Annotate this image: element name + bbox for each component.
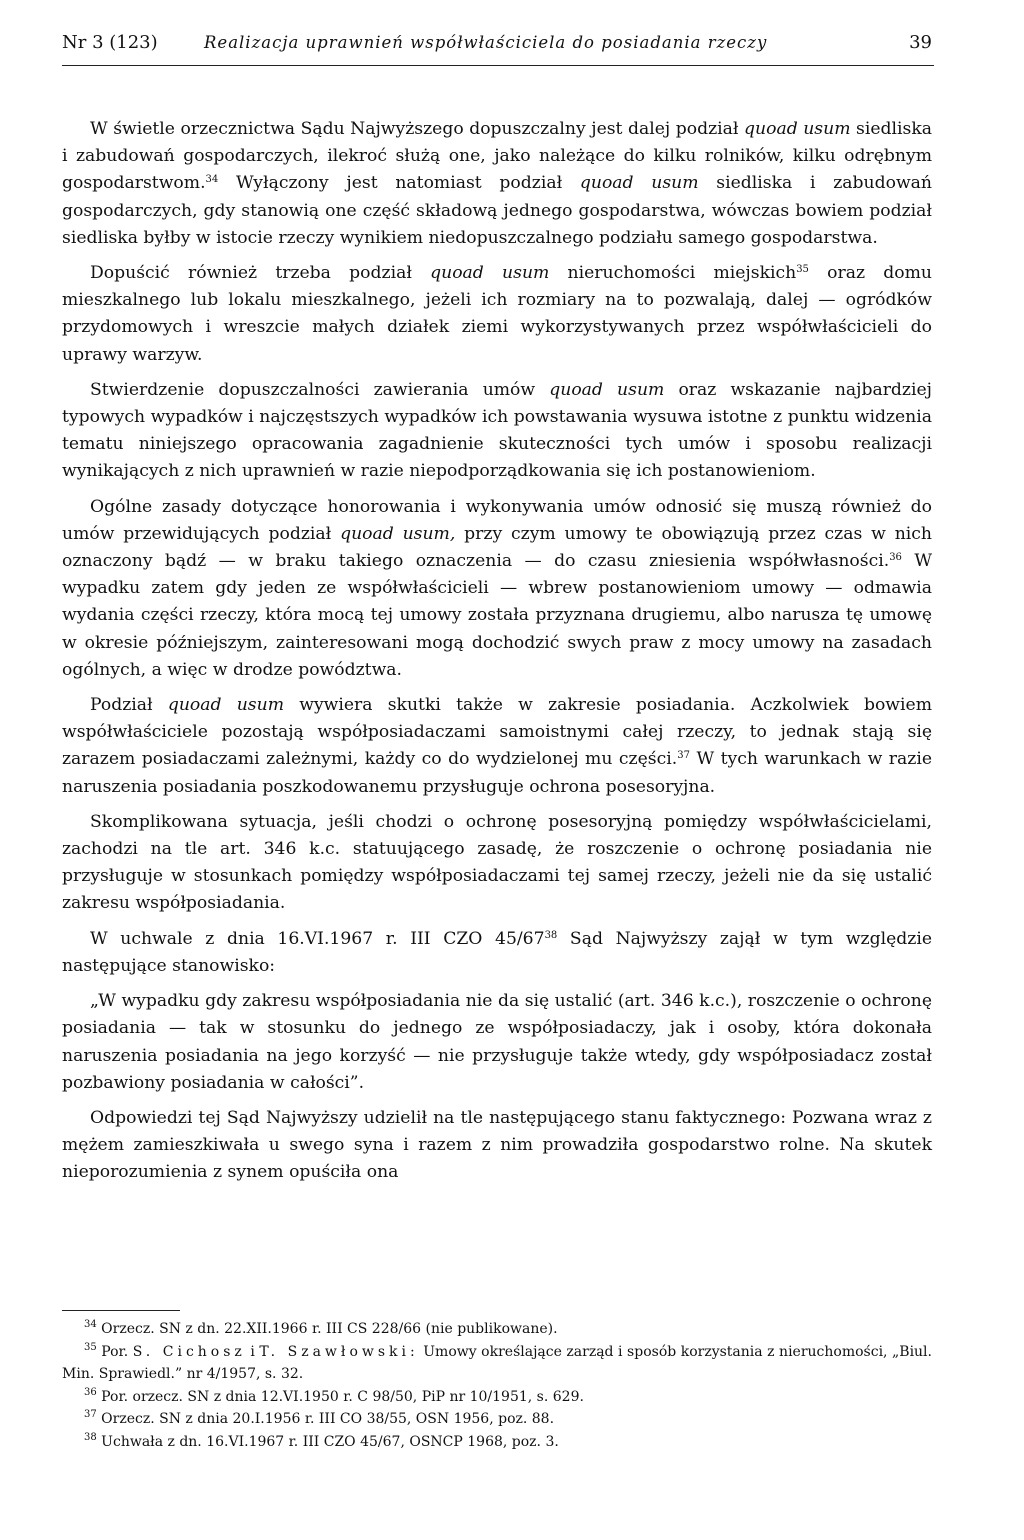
italic-term: quoad usum: [744, 119, 851, 139]
text-run: W uchwale z dnia 16.VI.1967 r. III CZO 45/67: [90, 928, 545, 949]
page-number: 39: [909, 32, 932, 53]
paragraph: [62, 1105, 932, 1187]
footnotes: [62, 1318, 932, 1453]
text-run: Orzecz. SN z dn. 22.XII.1966 r. III CS 228/66 (nie publikowane).: [96, 1321, 558, 1337]
issue-number: Nr 3 (123): [62, 32, 158, 53]
paragraph: [62, 116, 932, 252]
paragraph: [62, 377, 932, 486]
text-run: W świetle orzecznictwa Sądu Najwyższego dopuszczalny jest dalej podział: [90, 119, 745, 139]
italic-term: quoad usum,: [340, 523, 456, 544]
italic-term: quoad usum: [549, 379, 665, 400]
paragraph: [62, 692, 932, 801]
paragraph: [62, 809, 932, 918]
footnote: [62, 1431, 932, 1454]
footnote: [62, 1341, 932, 1386]
footnote-separator: [62, 1310, 180, 1311]
text-run: Stwierdzenie dopuszczalności zawierania umów: [90, 379, 550, 400]
text-run: Skomplikowana sytuacja, jeśli chodzi o ochronę posesoryjną pomiędzy współwłaścicielami, zachodzi na tle art. 346 k.c. statuującego zasadę, że roszczenie o ochronę posiadania nie przysługuje w stosunkach pomiędzy współposiadaczami tej samej rzeczy, jeżeli nie da się ustalić zakresu współposiadania.: [62, 811, 932, 914]
body-text: [62, 116, 932, 1195]
text-run: Por. orzecz. SN z dnia 12.VI.1950 r. C 98/50, PiP nr 10/1951, s. 629.: [96, 1388, 584, 1405]
footnote: [62, 1408, 932, 1431]
paragraph: [62, 494, 932, 684]
text-run: Por.: [96, 1343, 133, 1360]
text-run: oraz domu mieszkalnego lub lokalu mieszkalnego, jeżeli ich rozmiary na to pozwalają, dalej — ogródków przydomowych i wreszcie małych działek ziemi wykorzystywanych przez współwłaścicieli do uprawy warzyw.: [62, 263, 932, 365]
footnote-ref: 36: [889, 552, 902, 564]
footnote-number: 38: [84, 1431, 97, 1443]
author-name: S. Cichosz: [132, 1343, 246, 1360]
text-run: Orzecz. SN z dnia 20.I.1956 r. III CO 38/55, OSN 1956, poz. 88.: [96, 1411, 555, 1427]
text-run: przy czym umowy te obowiązują przez czas w nich oznaczony bądź — w braku takiego oznaczenia — do czasu zniesienia współwłasności.: [62, 523, 932, 572]
italic-term: quoad usum: [167, 695, 284, 716]
footnote-number: 34: [84, 1319, 97, 1330]
text-run: Odpowiedzi tej Sąd Najwyższy udzielił na tle następującego stanu faktycznego: Pozwana wraz z mężem zamieszkiwała u swego syna i razem z nim prowadziła gospodarstwo rolne. Na skutek nieporozumienia z synem opuściła ona: [62, 1107, 932, 1183]
text-run: siedliska i zabudowań gospodarczych, gdy stanowią one część składową jednego gospodarstwa, wówczas bowiem podział siedliska byłby w istocie rzeczy wynikiem niedopuszczalnego podziału samego gospodarstwa.: [62, 173, 932, 248]
footnote-ref: 37: [677, 750, 690, 762]
footnote-ref: 34: [205, 174, 219, 186]
text-run: siedliska i zabudowań gospodarczych, ilekroć służą one, jako należące do kilku rolników, kilku odrębnym gospodarstwom.: [62, 119, 932, 194]
text-run: Umowy określające zarząd i sposób korzystania z nieruchomości, „Biul. Min. Sprawiedl.” nr 4/1957, s. 32.: [62, 1343, 932, 1382]
text-run: Podział: [90, 695, 168, 716]
text-run: Wyłączony jest natomiast podział: [218, 173, 580, 194]
text-run: i: [245, 1343, 260, 1360]
quotation: [62, 988, 932, 1097]
text-run: Sąd Najwyższy zajął w tym względzie następujące stanowisko:: [62, 928, 932, 976]
footnote-number: 37: [84, 1409, 97, 1420]
text-run: Uchwała z dn. 16.VI.1967 r. III CZO 45/67, OSNCP 1968, poz. 3.: [96, 1433, 559, 1450]
italic-term: quoad usum: [579, 173, 699, 194]
text-run: W tych warunkach w razie naruszenia posiadania poszkodowanemu przysługuje ochrona posesoryjna.: [62, 749, 932, 797]
header-rule: [62, 65, 934, 66]
text-run: oraz wskazanie najbardziej typowych wypadków i najczęstszych wypadków ich powstawania wysuwa istotne z punktu widzenia tematu niniejszego opracowania zagadnienie skuteczności tych umów i sposobu realizacji wynikających z nich uprawnień w razie niepodporządkowania się ich postanowieniom.: [62, 379, 932, 482]
text-run: W wypadku zatem gdy jeden ze współwłaścicieli — wbrew postanowieniom umowy — odmawia wydania części rzeczy, która mocą tej umowy została przyznana drugiemu, albo narusza tę umowę w okresie późniejszym, zainteresowani mogą dochodzić swych praw z mocy umowy na zasadach ogólnych, a więc w drodze powództwa.: [62, 551, 932, 680]
paragraph: [62, 260, 932, 369]
running-title: Realizacja uprawnień współwłaściciela do posiadania rzeczy: [204, 33, 768, 52]
footnote-ref: 35: [796, 264, 809, 276]
text-run: Ogólne zasady dotyczące honorowania i wykonywania umów odnosić się muszą również do umów przewidujących podział: [62, 496, 932, 544]
paragraph: [62, 926, 932, 980]
text-run: wywiera skutki także w zakresie posiadania. Aczkolwiek bowiem współwłaściciele pozostają współposiadaczami samoistnymi całej rzeczy, to jednak stają się zarazem posiadaczami zależnymi, każdy co do wydzielonej mu części.: [62, 695, 932, 770]
footnote: [62, 1318, 932, 1341]
running-header: [62, 28, 934, 58]
text-run: Dopuścić również trzeba podział: [90, 263, 431, 284]
text-run: nieruchomości miejskich: [549, 263, 797, 284]
footnote-number: 36: [84, 1386, 97, 1398]
text-run: „W wypadku gdy zakresu współposiadania nie da się ustalić (art. 346 k.c.), roszczenie o ochronę posiadania — tak w stosunku do jednego ze współposiadaczy, jak i osoby, która dokonała naruszenia posiadania na jego korzyść — nie przysługuje także wtedy, gdy współposiadacz został pozbawiony posiadania w całości”.: [62, 991, 932, 1093]
author-name: T. Szawłowski:: [259, 1343, 419, 1360]
italic-term: quoad usum: [430, 263, 550, 284]
footnote-number: 35: [84, 1341, 97, 1353]
footnote-ref: 38: [544, 929, 558, 941]
journal-page: [62, 28, 934, 1518]
footnote: [62, 1386, 932, 1409]
